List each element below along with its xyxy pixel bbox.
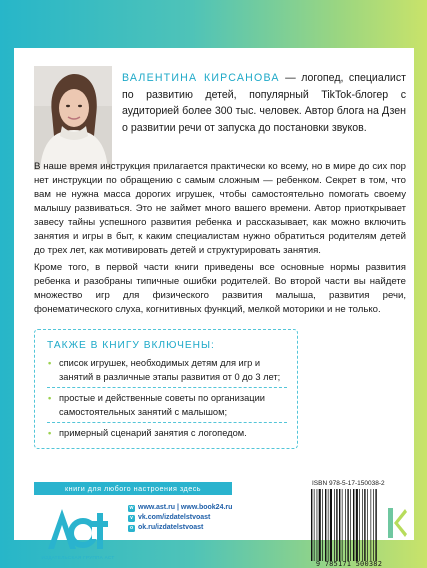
author-bio	[122, 70, 406, 136]
vk-icon: v	[128, 515, 135, 522]
included-list	[47, 356, 287, 440]
websites-row	[128, 503, 248, 513]
included-title: ТАКЖЕ В КНИГУ ВКЛЮЧЕНЫ:	[47, 340, 215, 351]
publisher-contacts	[128, 503, 248, 534]
ast-logo-caption: ИЗДАТЕЛЬСКАЯ ГРУППА АСТ	[41, 556, 115, 561]
author-portrait-image	[34, 66, 112, 170]
description-paragraph-1: В наше время инструкция прилагается практически ко всему, но в мире до сих пор нет инструкции по обращению с самым сложным — ребенком. Секрет в том, что вам не нужна масса дорогих игрушек, чтобы самостоятельно помогать своему малышу развиваться. Это не займет много вашего времени. Автор приоткрывает завесу тайны успешного развития ребенка и рассказывает, как можно включить занятия и игры в быт, к каким специалистам нужно обратиться родителям детей до трех лет, как мотивировать детей и структурировать занятия.	[34, 161, 406, 256]
vk-row	[128, 513, 248, 523]
web-icon: w	[129, 504, 134, 511]
ok-link[interactable]: ok.ru/izdatelstvoast	[138, 524, 204, 532]
websites-link[interactable]: www.ast.ru | www.book24.ru	[138, 504, 233, 511]
description	[34, 160, 406, 317]
list-item: • список игрушек, необходимых детям для игр и занятий в различные этапы развития от 0 до 3 лет;	[48, 358, 281, 382]
list-item: • простые и действенные советы по организации самостоятельных занятий с малышом;	[48, 393, 265, 417]
list-item: • примерный сценарий занятия с логопедом.	[48, 428, 247, 438]
ok-icon: o	[129, 525, 134, 531]
divider	[47, 387, 287, 388]
vk-link[interactable]: vk.com/izdatelstvoast	[138, 514, 211, 522]
publisher-tagline: книги для любого настроения здесь	[34, 482, 232, 495]
barcode-digits: 9 785171 500382	[315, 560, 383, 568]
author-bio-text: — логопед, специалист по развитию детей, популярный TikTok-блогер с аудиторией более 300 тыс. человек. Автор блога на Дзен о развитии речи от запуска до постановки звуков.	[122, 72, 406, 134]
divider	[47, 422, 287, 423]
bullet-icon: •	[48, 428, 52, 438]
description-paragraph-2: Кроме того, в первой части книги приведены все основные нормы развития ребенка и разобраны типичные ошибки родителей. Во второй части вы найдете множество игр для физического развития малыша, развития речи, фонематического слуха, когнитивных функций, мелкой моторики и не только.	[34, 262, 406, 315]
k-publisher-logo-icon	[386, 506, 408, 540]
barcode-icon	[310, 489, 384, 561]
ok-row	[128, 523, 248, 533]
content-panel	[14, 48, 414, 568]
author-name: ВАЛЕНТИНА КИРСАНОВА	[122, 72, 280, 84]
bullet-icon: •	[48, 358, 52, 368]
bullet-icon: •	[48, 393, 52, 403]
ast-logo-icon	[42, 503, 112, 555]
author-photo	[34, 66, 112, 170]
included-box	[34, 329, 298, 449]
isbn-label: ISBN 978-5-17-150038-2	[312, 480, 385, 487]
